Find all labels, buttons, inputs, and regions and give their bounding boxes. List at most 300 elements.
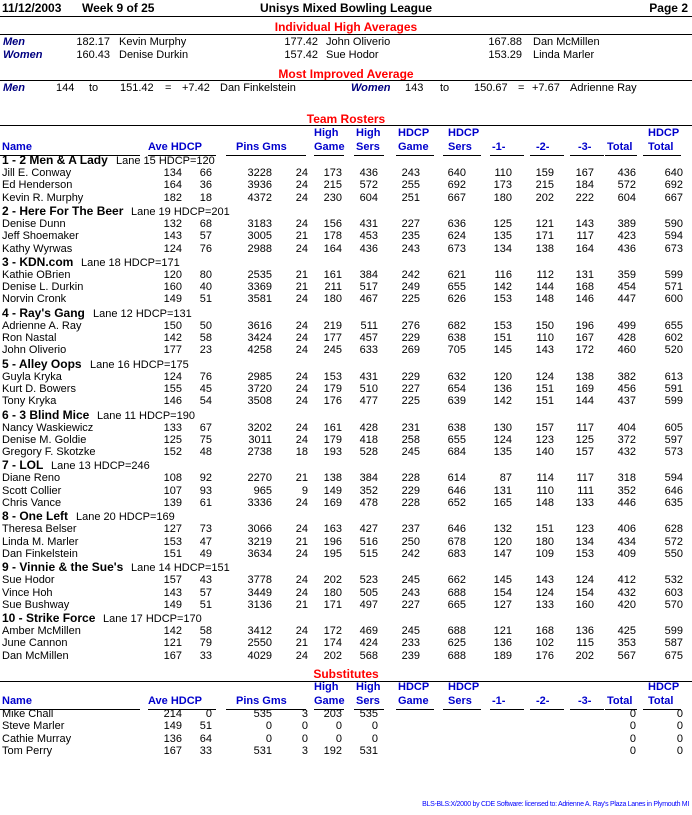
improved-women-diff: +7.67 [532,82,560,94]
hdcp-series: 682 [447,319,466,332]
game-2: 215 [535,179,554,192]
handicap: 73 [199,523,212,536]
table-row [0,637,692,650]
improved-women-from: 143 [405,82,424,94]
player-name: Cathie Murray [2,732,72,745]
improved-women-eq: = [518,82,525,94]
games: 24 [295,332,308,344]
game-2: 151 [535,382,554,395]
women-avg-1: 160.43 [76,49,110,61]
total: 499 [617,319,636,332]
table-row [0,167,692,180]
hdcp-total: 597 [664,433,683,446]
high-game: 180 [323,293,342,306]
game-3: 172 [575,344,594,357]
column-underline [530,155,564,156]
pins: 965 [253,484,272,497]
handicap: 57 [199,230,212,243]
hdcp-total: 590 [664,217,683,230]
pins: 2270 [247,472,272,485]
women-name-3: Linda Marler [533,49,595,61]
hdcp-total: 532 [664,574,683,587]
hdcp-game: 250 [401,535,420,548]
high-series: 510 [359,382,378,395]
total: 572 [617,179,636,192]
hdcp-series: 626 [447,293,466,306]
column-underline [643,155,681,156]
average: 143 [163,586,182,599]
column-underline [605,155,637,156]
pins: 2535 [247,268,272,281]
improved-women-label: Women [351,82,391,94]
column-header: -2- [536,695,550,707]
player-name: Kurt D. Bowers [2,382,76,395]
high-game: 230 [323,191,342,204]
average: 133 [163,421,182,434]
high-series: 453 [359,230,378,243]
game-3: 222 [575,191,594,204]
column-header: Total [607,141,633,153]
hdcp-total: 602 [664,332,683,344]
average: 121 [163,637,182,650]
games: 24 [295,433,308,446]
pins: 3616 [247,319,272,332]
player-name: Adrienne A. Ray [2,319,82,332]
game-3: 111 [577,484,594,497]
high-game: 171 [323,598,342,611]
game-1: 110 [494,167,512,179]
player-name: Jeff Shoemaker [2,230,79,243]
high-game: 164 [323,242,342,255]
hdcp-series: 678 [447,535,466,548]
game-1: 121 [493,625,512,638]
game-1: 189 [493,649,512,662]
game-1: 135 [493,230,512,243]
team-name: 6 - 3 Blind Mice [2,407,90,422]
pins: 4258 [247,344,272,357]
report-title: Unisys Mixed Bowling League [259,1,433,15]
games: 21 [295,281,308,294]
player-name: Guyla Kryka [2,370,62,383]
table-row [0,344,692,357]
high-game: 178 [323,230,342,243]
average: 214 [163,708,182,720]
game-2: 123 [535,433,554,446]
high-game: 196 [323,535,342,548]
player-name: Kevin R. Murphy [2,191,84,204]
game-3: 117 [576,472,594,485]
average: 108 [163,472,182,485]
handicap: 93 [199,484,212,497]
average: 142 [163,625,182,638]
handicap: 67 [199,421,212,434]
substitutes-title: Substitutes [313,667,379,681]
hdcp-total: 594 [664,472,683,485]
pins: 3424 [247,332,272,344]
men-label: Men [3,36,25,48]
hdcp-total: 571 [664,281,683,294]
high-game: 176 [323,395,342,408]
player-name: Denise M. Goldie [2,433,87,446]
average: 150 [163,319,182,332]
game-2: 140 [535,446,554,459]
player-name: Tom Perry [2,744,53,757]
hdcp-series: 639 [447,395,466,408]
total: 436 [617,167,636,179]
high-game: 195 [323,547,342,560]
hdcp-total: 673 [664,242,683,255]
total: 454 [617,281,636,294]
average: 149 [163,720,182,733]
table-row [0,536,692,549]
hdcp-total: 599 [664,268,683,281]
games: 24 [295,370,308,383]
game-2: 171 [535,230,554,243]
table-row [0,395,692,408]
game-1: 180 [493,191,512,204]
high-series: 469 [359,625,378,638]
average: 146 [163,395,182,408]
pins: 3219 [247,535,272,548]
game-2: 102 [535,637,554,650]
player-name: John Oliverio [2,344,67,357]
game-1: 145 [493,344,512,357]
high-series: 467 [359,293,378,306]
games: 3 [301,744,308,757]
column-header: Sers [448,141,472,153]
hdcp-series: 662 [447,574,466,587]
report-week: Week 9 of 25 [82,1,155,15]
column-header-line1: HDCP [648,127,680,139]
game-3: 146 [575,293,594,306]
games: 18 [295,446,308,459]
table-row [0,497,692,510]
pins: 3634 [247,547,272,560]
high-series: 516 [359,535,378,548]
column-header: -1- [492,141,506,153]
game-3: 167 [575,332,594,344]
game-1: 147 [493,547,512,560]
high-series: 535 [359,708,378,720]
hdcp-game: 245 [401,625,420,638]
team-lane-handicap: Lane 19 HDCP=201 [131,205,230,218]
handicap: 36 [199,179,212,192]
team-name: 3 - KDN.com [2,254,74,269]
handicap: 23 [199,344,212,357]
games: 21 [295,268,308,281]
handicap: 57 [199,586,212,599]
hdcp-series: 624 [447,230,466,243]
hdcp-total: 550 [664,547,683,560]
handicap: 80 [199,268,212,281]
hdcp-series: 688 [447,586,466,599]
table-row [0,332,692,345]
game-2: 121 [535,217,554,230]
column-header: Game [398,141,429,153]
column-header-line1: HDCP [448,681,480,693]
column-header: Total [607,695,633,707]
games: 24 [295,523,308,536]
hdcp-total: 591 [664,382,683,395]
total: 460 [617,344,636,357]
pins: 2738 [247,446,272,459]
high-series: 604 [359,191,378,204]
game-1: 154 [493,586,512,599]
pins: 2550 [247,637,272,650]
hdcp-game: 228 [401,497,420,509]
team-lane-handicap: Lane 12 HDCP=131 [93,307,192,320]
high-series: 515 [359,547,378,560]
hdcp-game: 237 [401,523,420,536]
high-game: 172 [323,625,342,638]
hdcp-total: 0 [676,732,683,745]
hdcp-series: 655 [447,433,466,446]
average: 132 [163,217,182,230]
team-name: 1 - 2 Men & A Lady [2,153,108,167]
team-lane-handicap: Lane 11 HDCP=190 [97,409,195,422]
high-series: 477 [359,395,378,408]
column-header-line1: High [314,681,339,693]
player-name: Theresa Belser [2,523,77,536]
hdcp-series: 636 [447,217,466,230]
hdcp-total: 572 [664,535,683,548]
high-series: 427 [359,523,378,536]
hdcp-game: 227 [401,598,420,611]
game-2: 148 [535,497,554,509]
column-header: Game [314,141,345,153]
game-2: 112 [536,268,554,281]
total: 436 [617,242,636,255]
divider [0,125,692,126]
handicap: 58 [199,625,212,638]
pins: 4029 [247,649,272,662]
high-series: 424 [359,637,378,650]
player-name: Tony Kryka [2,395,57,408]
column-header-line1: HDCP [648,681,680,693]
hdcp-game: 249 [401,281,420,294]
player-name: Denise L. Durkin [2,281,84,294]
game-1: 173 [493,179,512,192]
hdcp-game: 245 [401,446,420,459]
player-name: Sue Hodor [2,574,55,587]
high-game: 156 [323,217,342,230]
pins: 3011 [248,433,272,446]
column-underline [490,155,524,156]
column-header-line1: HDCP [398,127,430,139]
average: 127 [163,523,182,536]
average: 139 [163,497,182,509]
hdcp-total: 667 [664,191,683,204]
game-1: 120 [493,535,512,548]
pins: 3581 [247,293,272,306]
team-lane-handicap: Lane 17 HDCP=170 [103,613,202,626]
average: 182 [163,191,182,204]
column-header: Ave HDCP [148,695,202,707]
player-name: Amber McMillen [2,625,81,638]
improved-men-from: 144 [56,82,75,94]
game-3: 136 [575,625,594,638]
handicap: 33 [199,744,212,757]
high-game: 169 [323,497,342,509]
high-game: 203 [323,708,342,720]
hdcp-series: 654 [447,382,466,395]
improved-men-eq: = [165,82,172,94]
column-header: -3- [578,141,592,153]
table-row [0,745,692,758]
game-2: 110 [536,332,554,344]
hdcp-total: 573 [664,446,683,459]
game-2: 159 [535,167,554,179]
games: 24 [295,217,308,230]
high-game: 149 [323,484,342,497]
game-3: 133 [575,497,594,509]
table-row [0,720,692,733]
game-3: 169 [575,382,594,395]
pins: 3369 [247,281,272,294]
total: 352 [617,484,636,497]
games: 24 [295,395,308,408]
game-3: 115 [576,637,594,650]
team-name: 7 - LOL [2,458,44,473]
total: 412 [617,574,636,587]
game-3: 138 [575,370,594,383]
game-2: 144 [535,281,554,294]
hdcp-game: 229 [401,484,420,497]
hdcp-series: 646 [447,484,466,497]
men-name-2: John Oliverio [326,36,391,48]
hdcp-total: 0 [676,744,683,757]
player-name: Diane Reno [2,472,61,485]
game-1: 134 [493,242,512,255]
hdcp-game: 227 [401,217,420,230]
game-3: 134 [575,535,594,548]
pins: 531 [253,744,272,757]
team-lane-handicap: Lane 14 HDCP=151 [131,562,230,575]
high-game: 138 [323,472,342,485]
hdcp-game: 243 [401,167,420,179]
hdcp-total: 675 [664,649,683,662]
high-game: 202 [323,574,342,587]
hdcp-total: 605 [664,421,683,434]
game-1: 135 [493,446,512,459]
player-name: Mike Chall [2,708,54,720]
game-3: 117 [576,230,594,243]
games: 24 [295,293,308,306]
game-1: 145 [493,574,512,587]
high-game: 161 [323,421,342,434]
high-averages-title: Individual High Averages [274,20,418,34]
hdcp-game: 233 [401,637,420,650]
handicap: 49 [199,547,212,560]
game-1: 153 [493,293,512,306]
high-series: 384 [359,268,378,281]
high-series: 517 [359,281,378,294]
pins: 2988 [247,242,272,255]
table-row [0,192,692,205]
high-series: 511 [360,319,378,332]
game-1: 127 [493,598,512,611]
games: 0 [301,732,308,745]
team-lane-handicap: Lane 15 HDCP=120 [116,155,215,167]
games: 3 [301,708,308,720]
team-lane-handicap: Lane 18 HDCP=171 [81,256,180,269]
team-lane-handicap: Lane 20 HDCP=169 [76,511,175,524]
total: 604 [617,191,636,204]
column-underline [314,155,344,156]
hdcp-total: 613 [664,370,683,383]
game-1: 87 [499,472,512,485]
hdcp-game: 235 [401,230,420,243]
games: 24 [295,421,308,434]
game-1: 125 [493,217,512,230]
player-name: Kathie OBrien [2,268,71,281]
hdcp-total: 0 [676,708,683,720]
hdcp-game: 245 [401,574,420,587]
team-name: 8 - One Left [2,509,69,524]
high-game: 163 [323,523,342,536]
handicap: 40 [199,281,212,294]
hdcp-total: 594 [664,230,683,243]
game-2: 114 [536,472,554,485]
games: 21 [295,637,308,650]
hdcp-total: 603 [664,586,683,599]
game-3: 143 [575,217,594,230]
games: 21 [295,472,308,485]
pins: 535 [253,708,272,720]
hdcp-series: 614 [447,472,466,485]
total: 406 [617,523,636,536]
team-name: 4 - Ray's Gang [2,305,85,320]
high-series: 0 [371,720,378,733]
improved-men-to-word: to [89,82,99,94]
table-row [0,599,692,612]
hdcp-series: 632 [447,370,466,383]
pins: 3066 [247,523,272,536]
game-1: 136 [493,382,512,395]
hdcp-game: 229 [401,370,420,383]
handicap: 76 [199,370,212,383]
high-game: 177 [323,332,342,344]
game-1: 124 [493,433,512,446]
hdcp-total: 655 [664,319,683,332]
improved-men-to: 151.42 [120,82,154,94]
table-row [0,230,692,243]
games: 24 [295,574,308,587]
hdcp-series: 646 [447,523,466,536]
pins: 3183 [247,217,272,230]
player-name: Sue Bushway [2,598,70,611]
women-name-2: Sue Hodor [326,49,379,61]
column-header: -2- [536,141,550,153]
table-row [0,650,692,663]
player-name: Jill E. Conway [2,167,72,179]
hdcp-game: 231 [401,421,420,434]
table-row [0,587,692,600]
pins: 3136 [247,598,272,611]
total: 432 [617,446,636,459]
average: 151 [163,547,182,560]
column-header: Pins Gms [236,141,287,153]
pins: 3936 [247,179,272,192]
game-1: 142 [493,281,512,294]
game-2: 168 [535,625,554,638]
column-underline [354,155,384,156]
column-header: Pins Gms [236,695,287,707]
hdcp-game: 258 [401,433,420,446]
high-series: 633 [359,344,378,357]
average: 177 [163,344,182,357]
games: 24 [295,497,308,509]
